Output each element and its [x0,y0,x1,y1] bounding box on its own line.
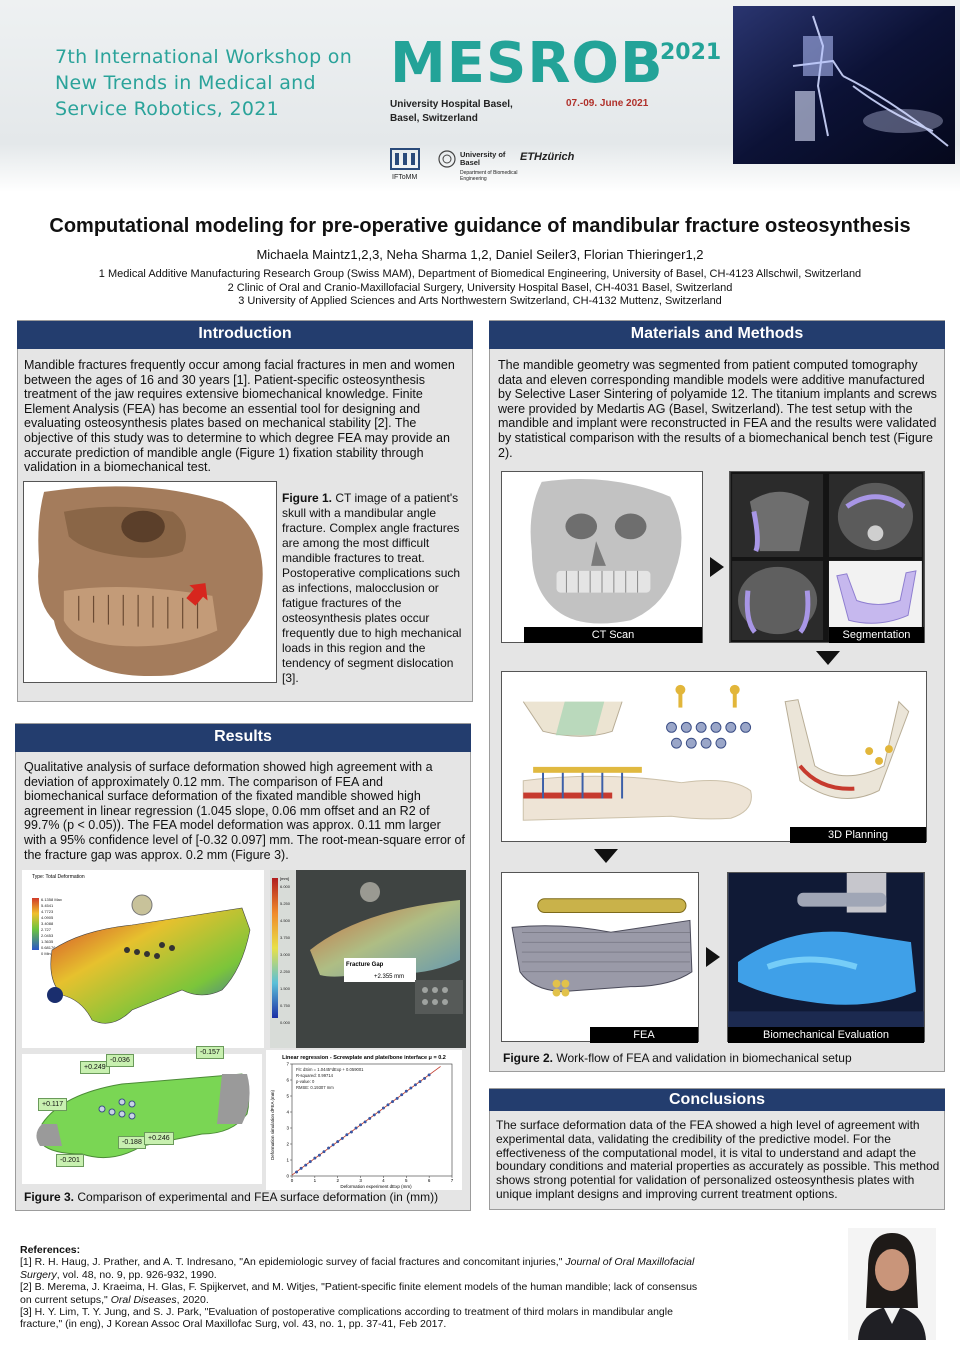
biomechanical-evaluation-label: Biomechanical Evaluation [728,1027,924,1043]
data-point [295,1171,298,1174]
y-tick-label: 7 [286,1061,289,1067]
data-point [355,1127,358,1130]
x-tick-label: 4 [382,1178,385,1183]
workshop-dates: 07.-09. June 2021 [566,98,649,109]
data-point [378,1111,381,1114]
fracture-gap-label: Fracture Gap [346,962,384,968]
y-tick-label: 0 [286,1173,289,1179]
figure-2-label: Figure 2. [503,1051,554,1065]
chart-annotation: p-value: 0 [296,1079,315,1084]
x-tick-label: 7 [450,1178,454,1183]
data-point [410,1087,413,1090]
reference-text: [3] H. Y. Lim, T. Y. Jung, and S. J. Park, "Evaluation of postoperative complications according to treatment of third molars in mandibular angle fracture," (in eng), J Korean Assoc Oral Maxillofac Surg, vol. 43, no. 1, pp. 37-41, Feb 2017. [20,1306,673,1331]
data-point [396,1097,399,1100]
exp-scale-value: 5.250 [280,901,291,906]
ct-scan-image [501,471,703,643]
introduction-panel [17,320,473,702]
methods-heading: Materials and Methods [489,321,945,349]
data-point [400,1093,403,1096]
x-tick-label: 5 [405,1178,408,1183]
methods-body: The mandible geometry was segmented from patient computed tomography data and eleven corresponding mandible models were additive manufactured by Selective Laser Sintering of polyamide 12. The titanium implants and screws were provided by Medartis AG (Basel, Switzerland). The test setup with the mandible and implant were reconstructed in FEA and the results were validated by statistical comparison with the results of a biomechanical bench test (Figure 2). [498,358,937,460]
x-tick-label: 0 [290,1178,294,1183]
conclusions-heading: Conclusions [489,1089,945,1111]
data-point [309,1160,312,1163]
exp-scale-value: 4.500 [280,918,291,923]
deviation-tag: -0.188 [118,1136,146,1149]
chart-annotation: Fit: dSim = 1.0445*dExp + 0.059001 [296,1067,364,1072]
data-point [304,1164,307,1167]
deviation-tag: -0.201 [56,1154,84,1167]
segmentation-label: Segmentation [829,627,924,643]
exp-scale-value: 3.750 [280,935,291,940]
references [20,1244,710,1331]
exp-scale-value: 3.000 [280,952,291,957]
data-point [327,1147,330,1150]
deviation-tag: +0.249 [80,1061,110,1074]
figure-2-caption [503,1051,933,1066]
workshop-line-2: New Trends in Medical and [55,72,316,94]
fea-deformation-map [22,870,264,1048]
mesrob-logo: MESROB [390,31,664,96]
reference-journal: Journal of Oral Maxillofacial Surgery [20,1256,695,1281]
data-point [336,1140,339,1143]
y-tick-label: 1 [286,1157,289,1163]
poster-authors: Michaela Maintz1,2,3, Neha Sharma 1,2, Daniel Seiler3, Florian Thieringer1,2 [256,247,704,262]
exp-scale-value: 0.750 [280,1003,291,1008]
poster-header [0,0,960,192]
ct-scan-label: CT Scan [524,627,702,643]
data-point [350,1131,353,1134]
reference-item [20,1256,710,1281]
x-tick-label: 6 [427,1178,431,1183]
reference-text: [1] R. H. Haug, J. Prather, and A. T. Indresano, "An epidemiologic survey of facial fractures and concomitant injuries," [20,1256,566,1269]
figure-1-skull-ct [23,481,277,683]
figure-3-caption-text: Comparison of experimental and FEA surface deformation (in (mm)) [74,1190,439,1204]
fea-legend-value: 5.4541 [41,903,54,908]
chart-annotation: RMSE: 0.19307 mm [296,1085,334,1090]
exp-scale-value: 0.000 [280,1020,291,1025]
y-tick-label: 6 [286,1077,289,1083]
iftomm-label: IFToMM [392,174,418,181]
results-panel [15,723,471,1211]
data-point [419,1080,422,1083]
venue-line-1: University Hospital Basel, [390,99,513,110]
biomechanical-evaluation-image [727,872,925,1042]
exp-scale-unit: [mm] [280,876,289,881]
workshop-line-1: 7th International Workshop on [55,46,353,68]
y-tick-label: 3 [286,1125,289,1131]
mesrob-logo-year: 2021 [660,40,722,65]
poster-title: Computational modeling for pre-operative guidance of mandibular fracture osteosynthesis [49,215,911,237]
deviation-tag: -0.157 [196,1046,224,1059]
affiliation-3: 3 University of Applied Sciences and Arts Northwestern Switzerland, CH-4132 Muttenz, Switzerland [238,295,722,307]
data-point [364,1121,367,1124]
reference-item [20,1306,710,1331]
data-point [391,1100,394,1103]
results-heading: Results [15,724,471,752]
chart-annotation: R-squared: 0.99714 [296,1073,334,1078]
data-point [346,1133,349,1136]
fracture-gap-value: +2.355 mm [374,974,405,980]
conclusions-body: The surface deformation data of the FEA showed a high level of agreement with experimental data, validating the credibility of the predictive model. For the effectiveness of the computational model, it is vital to understand and adapt the boundary conditions and material properties as accurately as possible. This method shows strong potential for validation of personalized osteosynthesis plates with unique implant designs and improving current treatment options. [496,1118,940,1201]
exp-scale-value: 1.500 [280,986,291,991]
reference-tail: , 2020. [176,1293,209,1306]
y-tick-label: 5 [286,1093,289,1099]
regression-chart [266,1050,462,1190]
figure-3-caption [24,1190,464,1205]
reference-journal: Oral Diseases [110,1293,177,1306]
data-point [387,1104,390,1107]
methods-panel [489,320,945,1072]
data-point [382,1107,385,1110]
data-point [323,1150,326,1153]
x-tick-label: 2 [336,1178,339,1183]
figure-2-caption-text: Work-flow of FEA and validation in biomechanical setup [553,1051,852,1065]
data-point [373,1114,376,1117]
chart-title: Linear regression - Screwplate and plate/bone interface μ = 0.2 [282,1055,446,1061]
fea-legend-value: 4.0905 [41,915,54,920]
venue [390,98,550,126]
data-point [405,1090,408,1093]
3d-planning-image [501,671,927,842]
data-point [318,1154,321,1157]
fea-legend-value: 6.1358 Max [41,897,62,902]
data-point [423,1077,426,1080]
affiliation-2: 2 Clinic of Oral and Cranio-Maxillofacial Surgery, University Hospital Basel, CH-4031 Basel, Switzerland [227,281,733,294]
data-point [314,1157,317,1160]
y-tick-label: 2 [286,1141,289,1147]
3d-planning-label: 3D Planning [790,827,926,843]
data-point [332,1144,335,1147]
data-point [414,1084,417,1087]
fea-legend-value: 4.7723 [41,909,54,914]
fea-legend-value: 2.0453 [41,933,54,938]
arrow-down-icon [594,849,618,863]
figure-3-label: Figure 3. [24,1190,75,1204]
reference-tail: , vol. 48, no. 9, pp. 926-932, 1990. [56,1268,217,1281]
workshop-title [55,44,385,122]
references-heading: References: [20,1244,81,1256]
robot-photo [733,6,955,164]
deviation-tag: +0.117 [38,1098,67,1111]
fea-legend-value: 0.68176 [41,945,56,950]
data-point [428,1074,431,1077]
x-tick-label: 1 [313,1178,317,1183]
chart-ylabel: Deformation simulation dFEA (mm) [270,1089,275,1161]
experimental-deformation-map [270,870,466,1048]
reference-item [20,1281,710,1306]
fea-image [501,872,699,1042]
data-point [300,1167,303,1170]
fea-legend-value: 0 Min [41,951,51,956]
arrow-down-icon [816,651,840,665]
data-point [341,1137,344,1140]
y-tick-label: 4 [286,1109,289,1115]
reference-text: [2] B. Merema, J. Kraeima, H. Glas, F. Spijkervet, and M. Witjes, "Patient-specific finite element models of the human mandible; lack of consensus on current setups," [20,1281,698,1306]
eth-label: ETHzürich [520,151,575,163]
exp-scale-value: 6.000 [280,884,291,889]
figure-1-label: Figure 1. [282,491,333,505]
figure-1-caption [282,491,466,686]
unibas-label: University of Basel [460,150,506,167]
fea-legend-value: 2.727 [41,927,52,932]
data-point [359,1124,362,1127]
arrow-right-icon [710,557,724,577]
fea-legend-value: 3.4088 [41,921,54,926]
unibas-seal-icon [438,150,456,168]
deviation-tag: -0.036 [106,1054,134,1067]
partner-logos [390,146,730,186]
affiliations [0,268,960,309]
fea-label: FEA [590,1027,698,1043]
fea-legend-title: Type: Total Deformation [32,874,85,880]
data-point [368,1117,371,1120]
iftomm-logo-icon [390,148,420,174]
author-portrait [848,1228,936,1340]
x-tick-label: 3 [359,1178,362,1183]
conclusions-panel [489,1088,945,1210]
dbe-label: Department of Biomedical Engineering [460,170,518,182]
workshop-line-3: Service Robotics, 2021 [55,98,280,120]
segmentation-image [729,471,925,643]
results-body: Qualitative analysis of surface deformation showed high agreement with a deviation of approximately 0.12 mm. The comparison of FEA and biomechanical surface deformation of the fixated mandible showed high agreement in linear regression (1.045 slope, 0.06 mm offset and an R2 of 99.7% (p < 0.05)). The FEA model deformation was approx. 0.11 mm larger with a 95% confidence level of [-0.32 0.097] mm. The root-mean-square error of the fracture gap was approx. 0.2 mm (Figure 3). [24,760,465,862]
exp-scale-value: 2.250 [280,969,291,974]
figure-1-caption-text: CT image of a patient's skull with a mandibular angle fracture. Complex angle fractures are among the most difficult mandible fractures to treat. Postoperative complications such as infections, malocclusion or fatigue fractures of the osteosynthesis plates occur frequently due to high mechanical loads in this region and the tendency of segment dislocation [3]. [282,491,462,685]
deviation-tag: +0.246 [144,1132,174,1145]
arrow-right-icon [706,947,720,967]
fea-legend-value: 1.3635 [41,939,54,944]
affiliation-1: 1 Medical Additive Manufacturing Research Group (Swiss MAM), Department of Biomedical Engineering, University of Basel, CH-4123 Allschwil, Switzerland [98,268,862,280]
chart-xlabel: Deformation experiment dExp (mm) [340,1184,412,1189]
introduction-body: Mandible fractures frequently occur among facial fractures in men and women between the ages of 16 and 30 years [1]. Patient-specific osteosynthesis treatment of the jaw requires extensive biomechanical knowledge. Finite Element Analysis (FEA) has become an essential tool for designing and evaluating osteosynthesis plates based on mechanical stability [2]. The objective of this study was to determine to which degree FEA may provide an accurate prediction of mandible angle (Figure 1) fixation stability through validation in a biomechanical test. [24,358,455,475]
venue-line-2: Basel, Switzerland [390,113,478,124]
introduction-heading: Introduction [17,321,473,349]
